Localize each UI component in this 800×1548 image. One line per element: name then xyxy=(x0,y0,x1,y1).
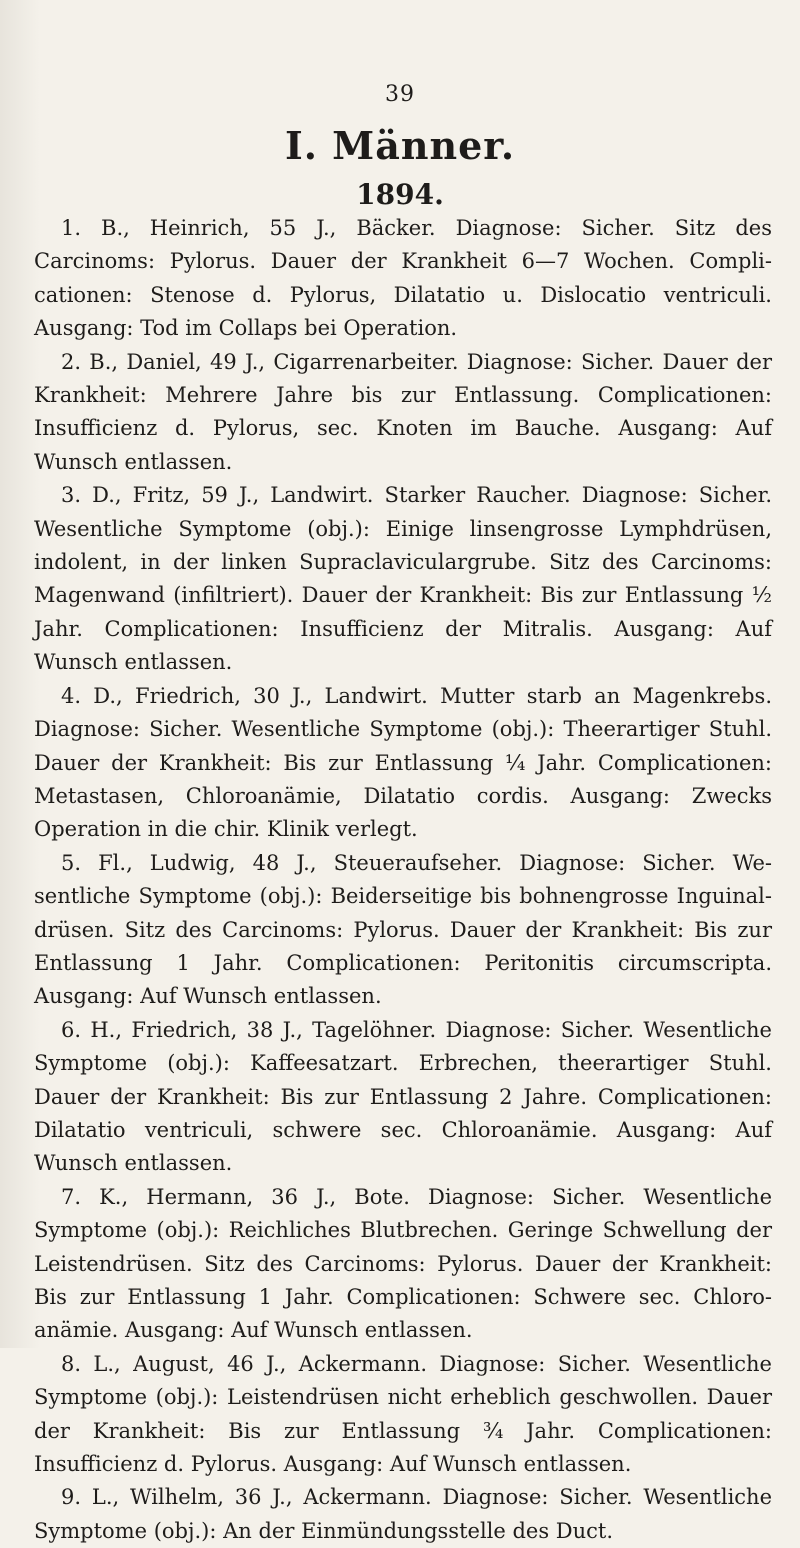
case-entry-2: 2. B., Daniel, 49 J., Cigarrenarbeiter. Diagnose: Sicher. Dauer der Krankheit: Mehrere Jahre bis zur Entlassung. Complicationen: Insufficienz d. Pylorus, sec. Knoten im Bauche. Ausgang: Auf Wunsch entlassen. xyxy=(34,349,772,474)
case-entry-4: 4. D., Friedrich, 30 J., Landwirt. Mutter starb an Magenkrebs. Diagnose: Sicher. Wesentliche Symptome (obj.): Theerartiger Stuhl. Dauer der Krankheit: Bis zur Entlassung ¼ Jahr. Complicationen: Metastasen, Chloroanämie, Dilatatio cordis. Ausgang: Zwecks Operation in die chir. Klinik verlegt. xyxy=(34,683,772,842)
case-entry-3: 3. D., Fritz, 59 J., Landwirt. Starker Raucher. Diagnose: Sicher. Wesentliche Symptome (obj.): Einige linsengrosse Lymphdrüsen, indolent, in der linken Supraclaviculargrube. Sitz des Carcinoms: Magenwand (infiltriert). Dauer der Krankheit: Bis zur Entlassung ½ Jahr. Complicationen: Insufficienz der Mitralis. Ausgang: Auf Wunsch entlassen. xyxy=(34,483,772,675)
case-entry-9: 9. L., Wilhelm, 36 J., Ackermann. Diagnose: Sicher. Wesentliche Symptome (obj.): An der Einmündungsstelle des Duct. xyxy=(34,1485,772,1543)
case-entry-6: 6. H., Friedrich, 38 J., Tagelöhner. Diagnose: Sicher. Wesentliche Symptome (obj.): Kaffeesatzart. Erbrechen, theerartiger Stuhl. Dauer der Krankheit: Bis zur Entlassung 2 Jahre. Complicationen: Dilatatio ventriculi, schwere sec. Chloroanämie. Ausgang: Auf Wunsch entlassen. xyxy=(34,1017,772,1176)
section-title: I. Männer. xyxy=(284,123,516,168)
case-entry-8: 8. L., August, 46 J., Ackermann. Diagnose: Sicher. Wesentliche Symptome (obj.): Leistendrüsen nicht erheblich geschwollen. Dauer der Krankheit: Bis zur Entlassung ¾ Jahr. Complicationen: Insufficienz d. Pylorus. Ausgang: Auf Wunsch entlassen. xyxy=(34,1351,772,1477)
page-number: 39 xyxy=(385,82,415,107)
year-heading: 1894. xyxy=(356,178,444,211)
case-entry-1: 1. B., Heinrich, 55 J., Bäcker. Diagnose: Sicher. Sitz des Carcinoms: Pylorus. Dauer der Krankheit 6—7 Wochen. Complicationen: Stenose d. Pylorus, Dilatatio u. Dislocatio ventriculi. Ausgang: Tod im Collaps bei Operation. xyxy=(34,216,772,341)
case-entry-5: 5. Fl., Ludwig, 48 J., Steueraufseher. Diagnose: Sicher. Wesentliche Symptome (obj.): Beiderseitige bis bohnengrosse Inguinaldrüsen. Sitz des Carcinoms: Pylorus. Dauer der Krankheit: Bis zur Entlassung 1 Jahr. Complicationen: Peritonitis circumscripta. Ausgang: Auf Wunsch entlassen. xyxy=(34,850,772,1009)
case-entry-7: 7. K., Hermann, 36 J., Bote. Diagnose: Sicher. Wesentliche Symptome (obj.): Reichliches Blutbrechen. Geringe Schwellung der Leistendrüsen. Sitz des Carcinoms: Pylorus. Dauer der Krankheit: Bis zur Entlassung 1 Jahr. Complicationen: Schwere sec. Chloroanämie. Ausgang: Auf Wunsch entlassen. xyxy=(34,1184,772,1343)
